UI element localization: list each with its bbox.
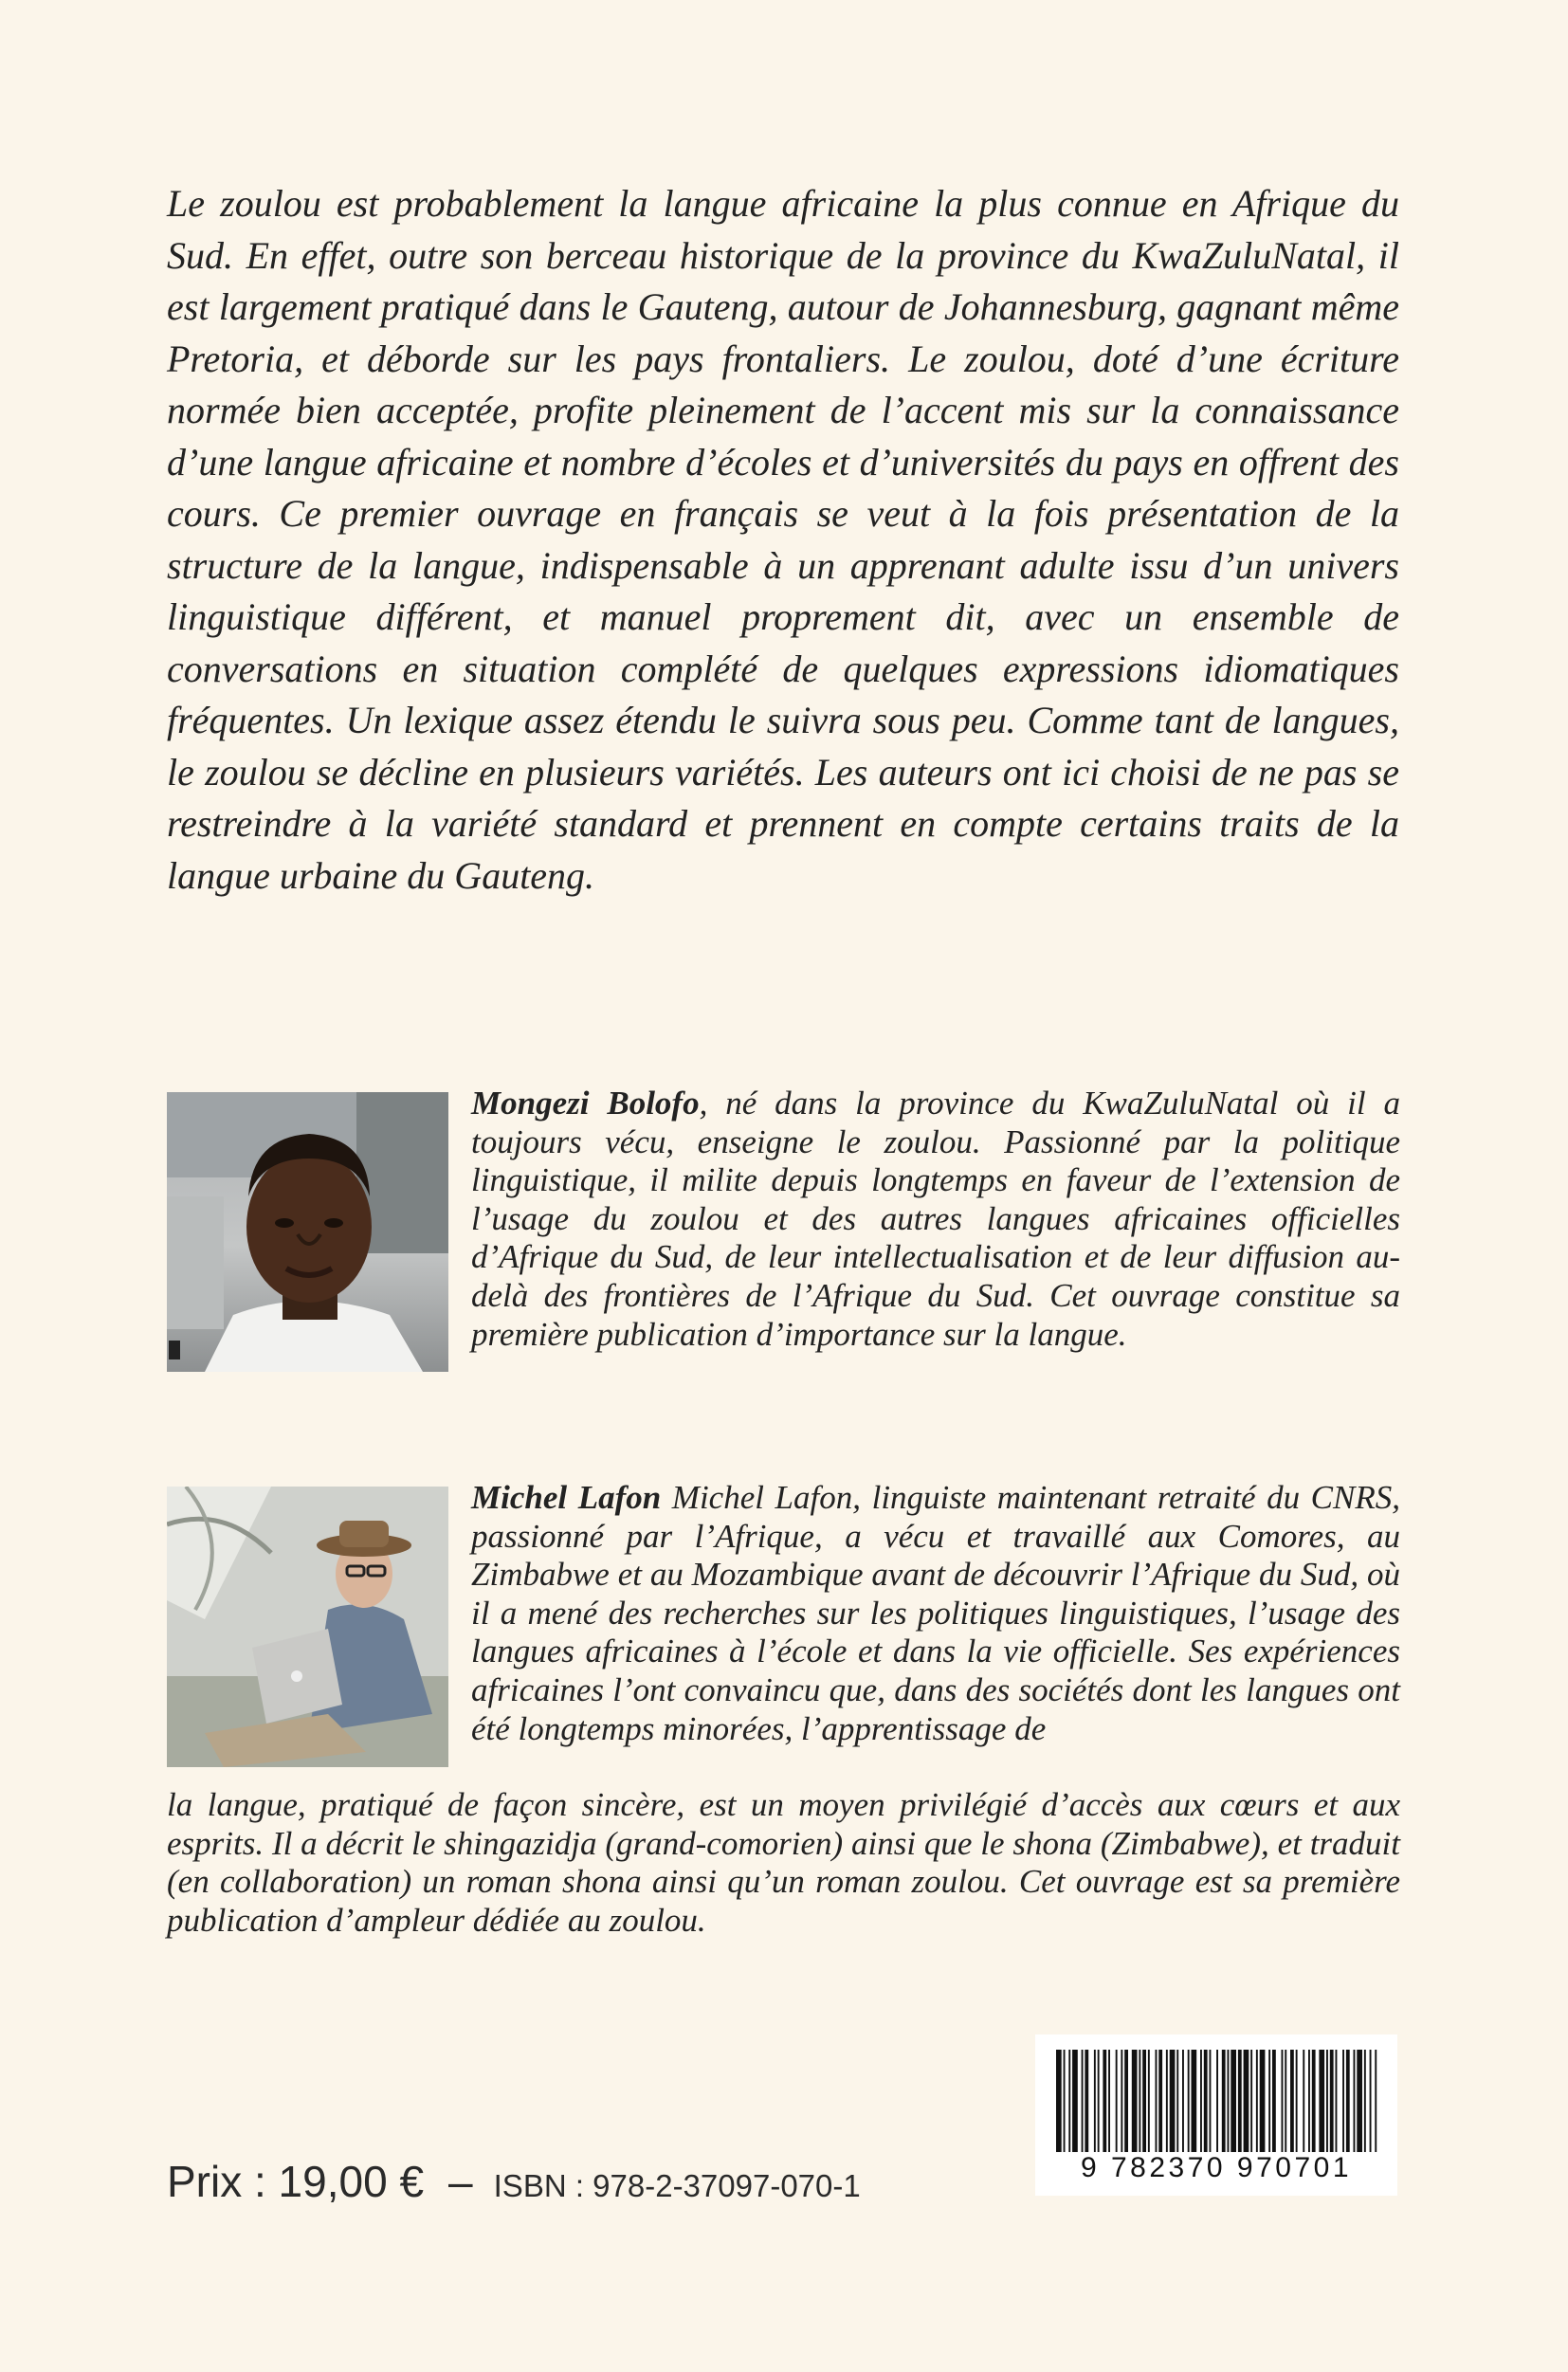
blurb-text: Le zoulou est probablement la langue africaine la plus connue en Afrique du Sud. En effet, outre son berceau historique de la province du KwaZuluNatal, il est largement pratiqué dans le Gauteng, autour de Johannesburg, gagnant même Pretoria, et déborde sur les pays frontaliers. Le zoulou, doté d’une écriture normée bien acceptée, profite pleinement de l’accent mis sur la connaissance d’une langue africaine et nombre d’écoles et d’universités du pays en offrent des cours. Ce premier ouvrage en français se veut à la fois présentation de la structure de la langue, indispensable à un apprenant adulte issu d’un univers linguistique différent, et manuel proprement dit, avec un ensemble de conversations en situation complété de quelques expressions idiomatiques fréquentes. Un lexique assez étendu le suivra sous peu. Comme tant de langues, le zoulou se décline en plusieurs variétés. Les auteurs ont ici choisi de ne pas se restreindre à la variété standard et prennent en compte certains traits de la langue urbaine du Gauteng. bbox=[167, 182, 1399, 897]
barcode-bar bbox=[1336, 2050, 1338, 2152]
barcode-bar bbox=[1375, 2050, 1377, 2152]
barcode-bar bbox=[1121, 2050, 1122, 2152]
author-bio-lafon-continued: la langue, pratiqué de façon sincère, est un moyen privilégié d’accès aux cœurs et aux esprits. Il a décrit le shingazidja (grand-comorien) ainsi que le shona (Zimbabwe), et traduit (en collaboration) un roman shona ainsi qu’un roman zoulou. Cet ouvrage est sa première publication d’ampleur dédiée au zoulou. bbox=[167, 1786, 1400, 1939]
barcode-bar bbox=[1354, 2050, 1356, 2152]
barcode-bar bbox=[1094, 2050, 1096, 2152]
barcode-bar bbox=[1216, 2050, 1218, 2152]
barcode-bar bbox=[1192, 2050, 1197, 2152]
barcode-bar bbox=[1272, 2050, 1276, 2152]
barcode-bar bbox=[1268, 2050, 1270, 2152]
barcode-bar bbox=[1222, 2050, 1226, 2152]
price-label: Prix : 19,00 € bbox=[167, 2157, 425, 2206]
barcode-bar bbox=[1370, 2050, 1372, 2152]
barcode-bar bbox=[1326, 2050, 1328, 2152]
author-name-lafon: Michel Lafon bbox=[471, 1479, 662, 1516]
barcode-bar bbox=[1082, 2050, 1084, 2152]
author-photo-bolofo bbox=[167, 1092, 448, 1372]
isbn-label: ISBN : 978-2-37097-070-1 bbox=[493, 2168, 861, 2203]
barcode-bar bbox=[1108, 2050, 1110, 2152]
barcode-bar bbox=[1238, 2050, 1242, 2152]
author-name-bolofo: Mongezi Bolofo bbox=[471, 1085, 700, 1122]
barcode-bar bbox=[1285, 2050, 1286, 2152]
barcode-bar bbox=[1085, 2050, 1088, 2152]
barcode-bar bbox=[1319, 2050, 1324, 2152]
barcode-bar bbox=[1098, 2050, 1100, 2152]
barcode-bar bbox=[1142, 2050, 1146, 2152]
barcode-digits: 9 782370 970701 bbox=[1080, 2152, 1353, 2183]
barcode-bar bbox=[1312, 2050, 1316, 2152]
barcode-bar bbox=[1228, 2050, 1230, 2152]
portrait-illustration-lafon bbox=[167, 1487, 448, 1767]
barcode-bar bbox=[1250, 2050, 1252, 2152]
barcode-bar bbox=[1116, 2050, 1118, 2152]
barcode-bar bbox=[1176, 2050, 1178, 2152]
barcode-bar bbox=[1342, 2050, 1344, 2152]
barcode-bar bbox=[1156, 2050, 1158, 2152]
barcode-bar bbox=[1256, 2050, 1258, 2152]
barcode-bar bbox=[1364, 2050, 1366, 2152]
barcode-bar bbox=[1200, 2050, 1202, 2152]
barcode-bar bbox=[1204, 2050, 1208, 2152]
separator-dash: – bbox=[448, 2157, 473, 2206]
barcode-bar bbox=[1056, 2050, 1062, 2152]
barcode-bar bbox=[1260, 2050, 1266, 2152]
barcode-bar bbox=[1166, 2050, 1168, 2152]
barcode-bar bbox=[1064, 2050, 1066, 2152]
barcode-bar bbox=[1308, 2050, 1310, 2152]
barcode-bar bbox=[1282, 2050, 1284, 2152]
portrait-illustration bbox=[167, 1092, 448, 1372]
author-bio-bolofo bbox=[471, 1085, 1400, 1354]
barcode-bar bbox=[1103, 2050, 1106, 2152]
barcode-bar bbox=[1346, 2050, 1350, 2152]
barcode-bar bbox=[1296, 2050, 1298, 2152]
author-bio-lafon bbox=[471, 1479, 1400, 1748]
barcode-bar bbox=[1188, 2050, 1190, 2152]
barcode-bar bbox=[1210, 2050, 1212, 2152]
barcode-bar bbox=[1290, 2050, 1294, 2152]
barcode-bar bbox=[1158, 2050, 1162, 2152]
barcode-bar bbox=[1182, 2050, 1184, 2152]
barcode-bar bbox=[1139, 2050, 1140, 2152]
barcode-bar bbox=[1231, 2050, 1236, 2152]
barcode bbox=[1035, 2034, 1397, 2196]
barcode-bar bbox=[1124, 2050, 1128, 2152]
author-photo-lafon bbox=[167, 1487, 448, 1767]
barcode-bar bbox=[1170, 2050, 1176, 2152]
barcode-bar bbox=[1330, 2050, 1334, 2152]
barcode-bar bbox=[1072, 2050, 1078, 2152]
barcode-bar bbox=[1303, 2050, 1304, 2152]
barcode-bar bbox=[1244, 2050, 1249, 2152]
barcode-bar bbox=[1357, 2050, 1362, 2152]
author-bio-text-lafon: Michel Lafon, linguiste maintenant retraité du CNRS, passionné par l’Afrique, a vécu et travaillé aux Comores, au Zimbabwe et au Mozambique avant de découvrir l’Afrique du Sud, où il a mené des recherches sur les politiques linguistiques, l’usage des langues africaines à l’école et dans la vie officielle. Ses expériences africaines l’ont convaincu que, dans des sociétés dont les langues ont été longtemps minorées, l’apprentissage de bbox=[471, 1479, 1400, 1747]
barcode-bar bbox=[1132, 2050, 1138, 2152]
price-isbn-line bbox=[167, 2156, 861, 2207]
barcode-bar bbox=[1148, 2050, 1150, 2152]
author-bio-text-bolofo: , né dans la province du KwaZuluNatal où il a toujours vécu, enseigne le zoulou. Passionné par la politique linguistique, il milite depuis longtemps en faveur de l’extension de l’usage du zoulou et des autres langues africaines officielles d’Afrique du Sud, de leur intellectualisation et de leur diffusion au-delà des frontières de l’Afrique du Sud. Cet ouvrage constitue sa première publication d’importance sur la langue. bbox=[471, 1085, 1400, 1353]
barcode-bar bbox=[1068, 2050, 1070, 2152]
